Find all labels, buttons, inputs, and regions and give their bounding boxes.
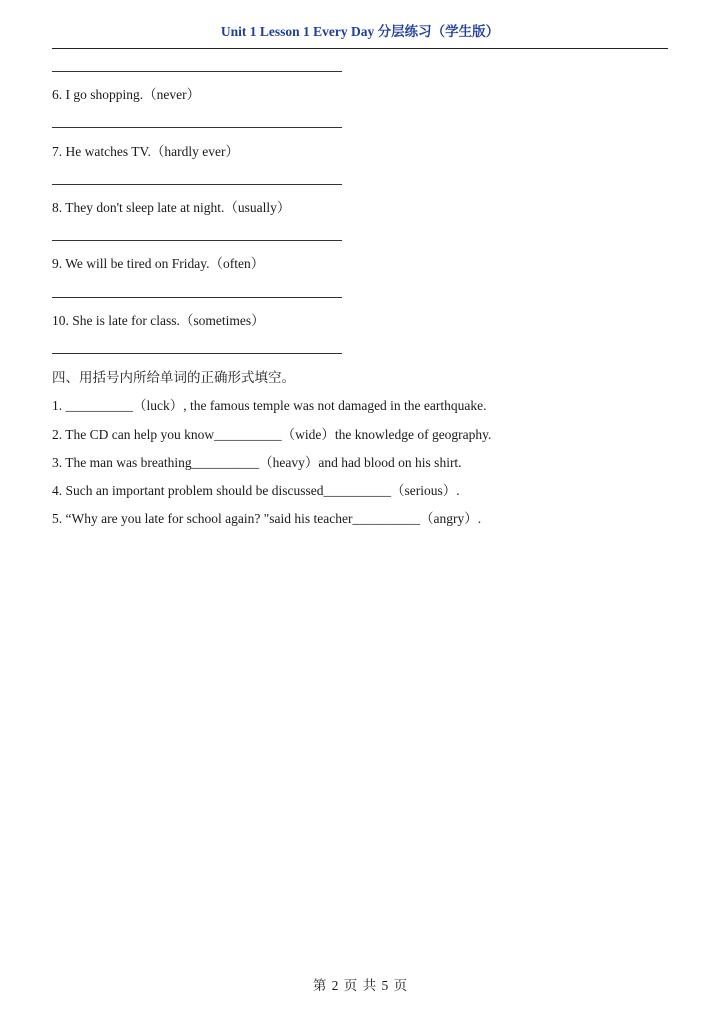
fill-blank-item: 5. “Why are you late for school again? "said his teacher__________（angry）. [52, 511, 482, 526]
fill-blank-item: 3. The man was breathing__________（heavy）and had blood on his shirt. [52, 455, 462, 470]
answer-line [52, 127, 342, 128]
exercise-item: 10. She is late for class.（sometimes） [52, 313, 265, 328]
page-header-title: Unit 1 Lesson 1 Every Day 分层练习（学生版） [220, 24, 500, 39]
answer-line [52, 184, 342, 185]
exercise-item: 7. He watches TV.（hardly ever） [52, 144, 239, 159]
fill-blank-item: 2. The CD can help you know__________（wide）the knowledge of geography. [52, 427, 492, 442]
exercise-item: 9. We will be tired on Friday.（often） [52, 256, 265, 271]
page-number: 第 2 页 共 5 页 [312, 978, 408, 993]
answer-line [52, 240, 342, 241]
answer-line [52, 297, 342, 298]
fill-blank-item: 4. Such an important problem should be discussed__________（serious）. [52, 483, 460, 498]
answer-line [52, 71, 342, 72]
section-title: 四、用括号内所给单词的正确形式填空。 [52, 370, 295, 385]
fill-blank-item: 1. __________（luck）, the famous temple was not damaged in the earthquake. [52, 398, 487, 413]
answer-line [52, 353, 342, 354]
header-rule [52, 48, 668, 49]
exercise-item: 6. I go shopping.（never） [52, 87, 201, 102]
exercise-item: 8. They don't sleep late at night.（usually） [52, 200, 291, 215]
